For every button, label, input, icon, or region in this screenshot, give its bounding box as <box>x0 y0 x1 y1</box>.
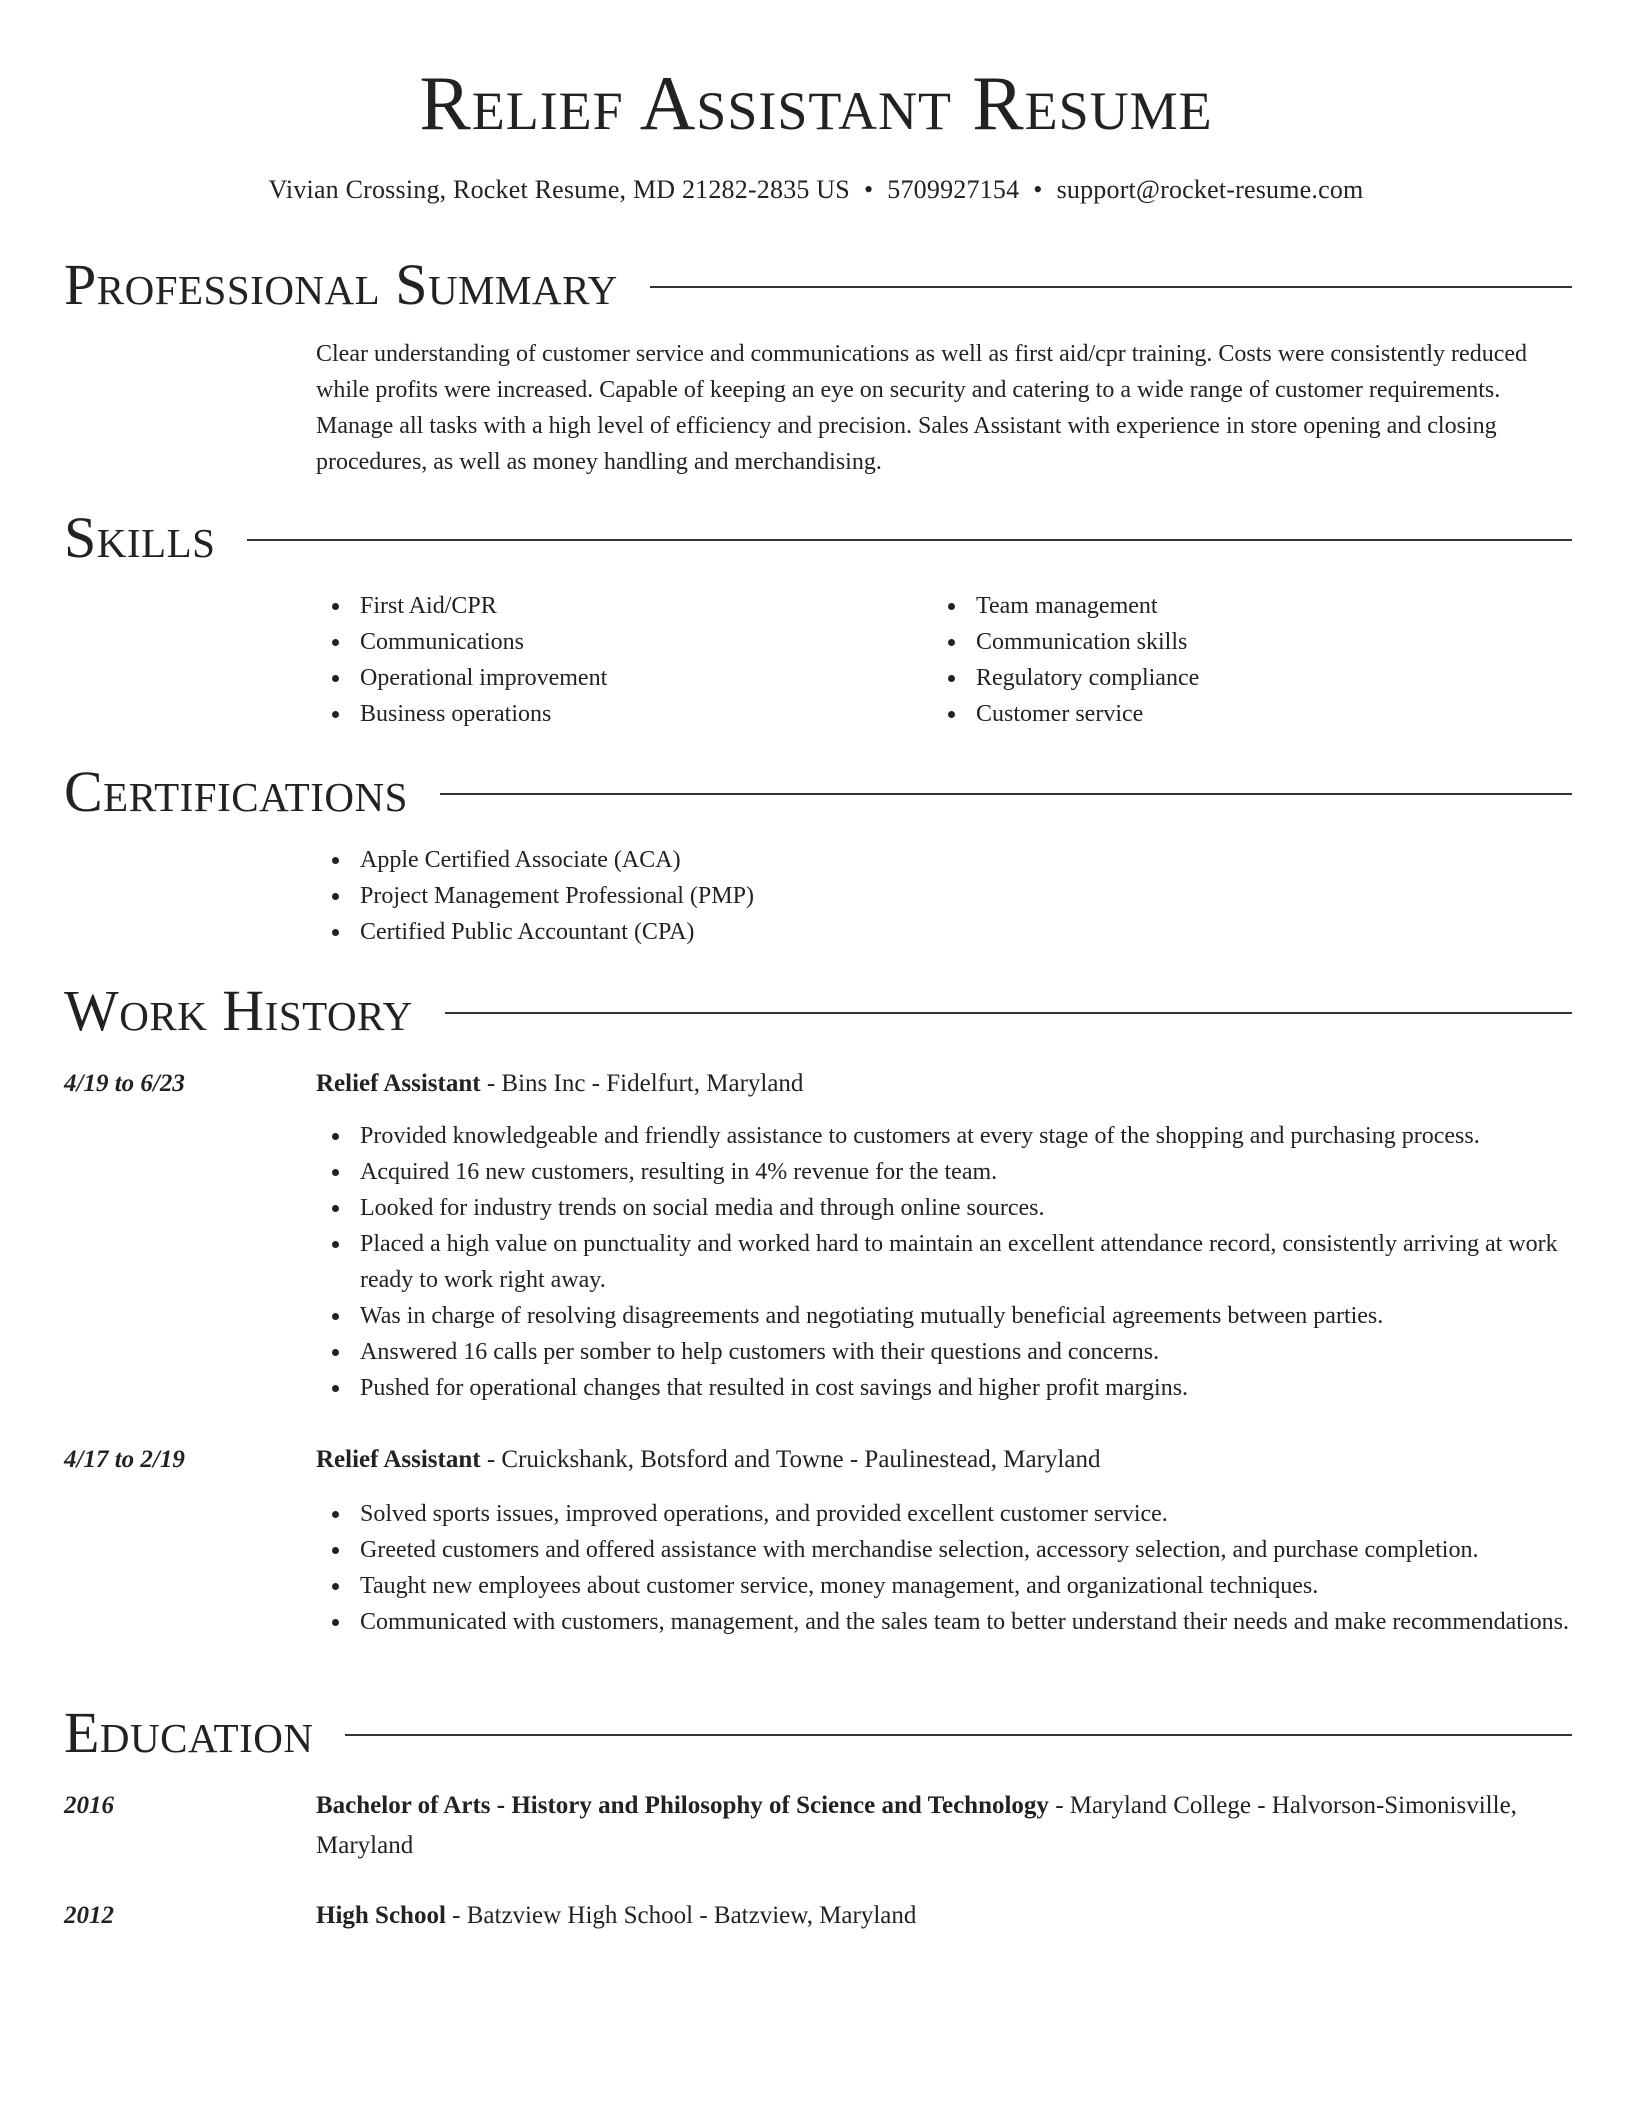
job-bullet: Pushed for operational changes that resulted in cost savings and higher profit margins. <box>316 1370 1578 1406</box>
job-heading <box>316 1064 1556 1104</box>
education-section-header <box>64 1698 1572 1768</box>
job-bullet: Taught new employees about customer service, money management, and organizational techniques. <box>316 1568 1578 1604</box>
work-heading: Work History <box>64 978 413 1043</box>
section-divider <box>440 793 1572 795</box>
skills-heading: Skills <box>64 505 216 570</box>
skills-column-left <box>316 588 876 732</box>
contact-address: Vivian Crossing, Rocket Resume, MD 21282-2835 US <box>268 175 850 204</box>
job-title: Relief Assistant <box>316 1070 481 1097</box>
skills-section-header <box>64 503 1572 573</box>
job-bullets <box>316 1118 1578 1406</box>
summary-heading: Professional Summary <box>64 252 618 317</box>
skill-item: Team management <box>932 588 1492 624</box>
work-section-header <box>64 976 1572 1046</box>
summary-text: Clear understanding of customer service and communications as well as first aid/cpr training. Costs were consistently reduced while profits were increased. Capable of keeping an eye on security and catering to a wide range of customer requirements. Manage all tasks with a high level of efficiency and precision. Sales Assistant with experience in store opening and closing procedures, as well as money handling and merchandising. <box>316 341 1527 475</box>
job-bullet: Communicated with customers, management, and the sales team to better understand their needs and make recommendations. <box>316 1604 1578 1640</box>
certification-item: Project Management Professional (PMP) <box>316 878 1578 914</box>
job-bullet: Looked for industry trends on social media and through online sources. <box>316 1190 1578 1226</box>
section-divider <box>650 286 1572 288</box>
job-bullets <box>316 1496 1578 1640</box>
skill-item: Regulatory compliance <box>932 660 1492 696</box>
job-company: - Bins Inc - Fidelfurt, Maryland <box>480 1070 804 1097</box>
education-entry <box>316 1786 1556 1866</box>
education-school: - Maryland College - Halvorson-Simonisville, Maryland <box>316 1792 1517 1859</box>
skill-item: Communication skills <box>932 624 1492 660</box>
job-bullet: Placed a high value on punctuality and worked hard to maintain an excellent attendance record, consistently arriving at work ready to work right away. <box>316 1226 1578 1298</box>
certifications-list <box>316 842 1578 950</box>
job-bullet: Solved sports issues, improved operations, and provided excellent customer service. <box>316 1496 1578 1532</box>
skill-item: Communications <box>316 624 876 660</box>
skills-column-right <box>932 588 1492 732</box>
contact-phone: 5709927154 <box>887 175 1020 204</box>
job-bullet: Greeted customers and offered assistance with merchandise selection, accessory selection, and purchase completion. <box>316 1532 1578 1568</box>
skill-item: Operational improvement <box>316 660 876 696</box>
education-entry <box>316 1896 1556 1936</box>
job-heading <box>316 1440 1556 1480</box>
job-bullet: Answered 16 calls per somber to help customers with their questions and concerns. <box>316 1334 1578 1370</box>
job-dates: 4/19 to 6/23 <box>64 1070 185 1097</box>
education-degree: Bachelor of Arts - History and Philosophy of Science and Technology <box>316 1792 1049 1819</box>
education-year: 2016 <box>64 1792 114 1819</box>
contact-email: support@rocket-resume.com <box>1056 175 1364 204</box>
certifications-heading: Certifications <box>64 759 408 824</box>
certification-item: Apple Certified Associate (ACA) <box>316 842 1578 878</box>
skill-item: Customer service <box>932 696 1492 732</box>
education-year: 2012 <box>64 1902 114 1929</box>
section-divider <box>345 1734 1572 1736</box>
contact-line <box>0 172 1632 208</box>
job-company: - Cruickshank, Botsford and Towne - Paulinestead, Maryland <box>480 1446 1101 1473</box>
certifications-section-header <box>64 757 1572 827</box>
skill-item: Business operations <box>316 696 876 732</box>
job-title: Relief Assistant <box>316 1446 481 1473</box>
resume-title: Relief Assistant Resume <box>419 60 1213 146</box>
contact-separator: • <box>1033 175 1043 204</box>
section-divider <box>247 539 1572 541</box>
education-heading: Education <box>64 1700 314 1765</box>
summary-section-header <box>64 250 1572 320</box>
job-bullet: Was in charge of resolving disagreements and negotiating mutually beneficial agreements between parties. <box>316 1298 1578 1334</box>
contact-separator: • <box>863 175 874 204</box>
job-bullet: Acquired 16 new customers, resulting in 4% revenue for the team. <box>316 1154 1578 1190</box>
job-bullet: Provided knowledgeable and friendly assistance to customers at every stage of the shopping and purchasing process. <box>316 1118 1578 1154</box>
education-school: - Batzview High School - Batzview, Maryland <box>445 1902 917 1929</box>
skill-item: First Aid/CPR <box>316 588 876 624</box>
certification-item: Certified Public Accountant (CPA) <box>316 914 1578 950</box>
section-divider <box>445 1012 1572 1014</box>
job-dates: 4/17 to 2/19 <box>64 1446 185 1473</box>
education-degree: High School <box>316 1902 446 1929</box>
